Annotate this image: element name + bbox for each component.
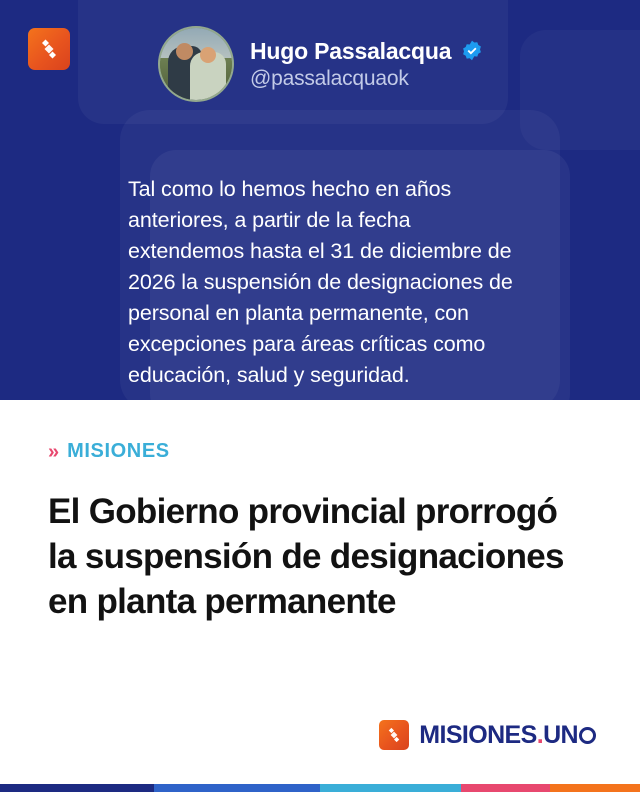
kicker-row[interactable] <box>48 440 592 463</box>
chevron-double-right-icon: » <box>48 440 60 463</box>
verified-badge-icon <box>460 39 484 63</box>
misiones-diamond-icon <box>379 720 409 750</box>
author-name: Hugo Passalacqua <box>250 37 452 64</box>
misiones-diamond-icon <box>28 28 70 70</box>
brand-wordmark <box>419 721 596 750</box>
page-title: El Gobierno provincial prorrogó la suspensión de designaciones en planta permanente <box>48 492 564 621</box>
author-name-line <box>250 38 484 65</box>
brand-word-suffix: UN <box>543 720 578 749</box>
avatar <box>158 26 234 102</box>
stripe-segment <box>154 784 320 792</box>
article-section <box>0 400 640 792</box>
author-handle: @passalacquaok <box>250 66 409 90</box>
stripe-segment <box>0 784 154 792</box>
quote-text: Tal como lo hemos hecho en años anteriores, a partir de la fecha extendemos hasta el 31 de diciembre de 2026 la suspensión de designaciones de personal en planta permanente, con excepciones para áreas críticas como educación, salud y seguridad. <box>128 177 513 387</box>
brand-logo <box>379 720 596 750</box>
footer-stripe <box>0 784 640 792</box>
author-row <box>158 26 484 102</box>
brand-word-dot: . <box>536 720 544 749</box>
stripe-segment <box>320 784 461 792</box>
stripe-segment <box>461 784 551 792</box>
letter-o-ring-icon <box>579 727 596 744</box>
author-text <box>250 38 484 91</box>
stripe-segment <box>550 784 640 792</box>
brand-word-main: MISIONES <box>419 720 537 749</box>
section-kicker[interactable]: MISIONES <box>67 440 170 462</box>
